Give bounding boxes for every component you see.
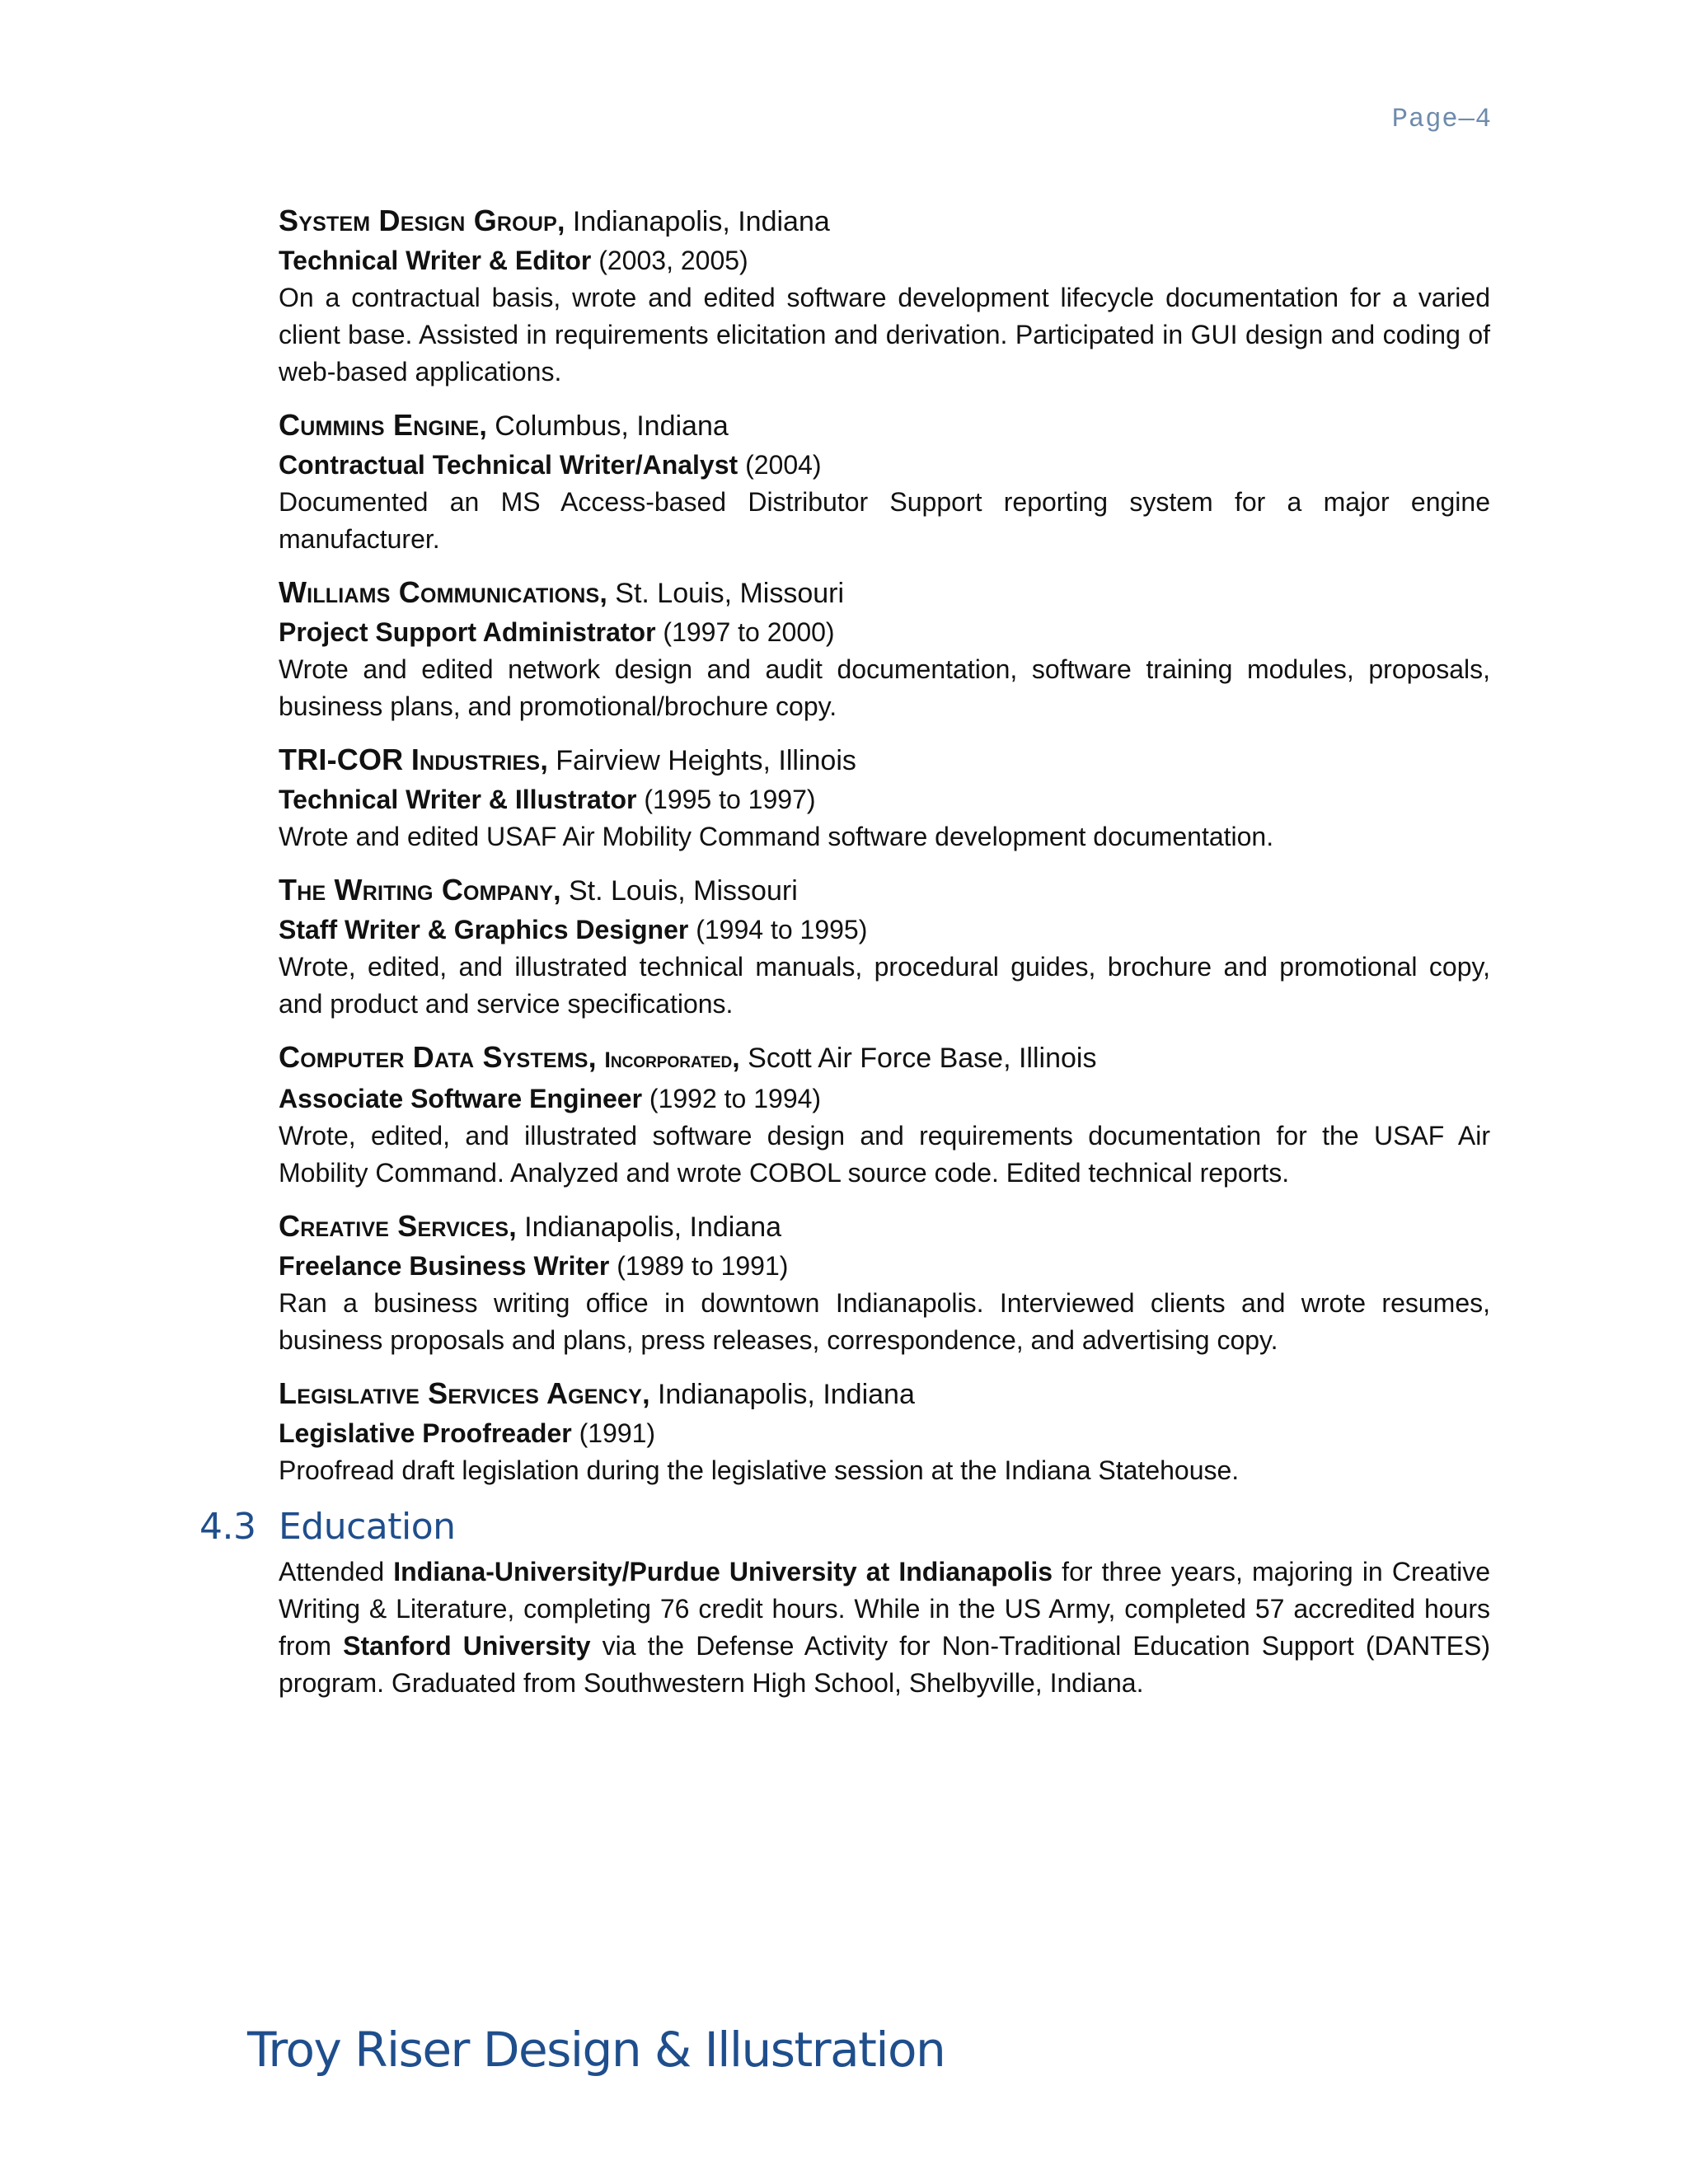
company-name: The Writing Company xyxy=(279,873,554,907)
education-description: Attended Indiana-University/Purdue University at Indianapolis for three years, majoring in Creative Writing & Literature, completing 76 credit hours. While in the US Army, completed 57 accredited hours from Stanford University via the Defense Activity for Non-Traditional Education Support (DANTES) program. Graduated from Southwestern High School, Shelbyville, Indiana. xyxy=(279,1557,1491,1698)
job-description: Documented an MS Access-based Distributor Support reporting system for a major engine manufacturer. xyxy=(279,487,1490,554)
job-description: Wrote and edited USAF Air Mobility Command software development documentation. xyxy=(279,822,1274,851)
footer-brand: Troy Riser Design & Illustration xyxy=(247,2022,945,2078)
company-name: Cummins Engine xyxy=(279,408,480,442)
job-title-line xyxy=(279,241,1490,279)
job-entry xyxy=(279,1374,1490,1489)
company-name: Williams Communications xyxy=(279,575,600,609)
company-name: Industries xyxy=(410,743,541,776)
job-entry xyxy=(279,1038,1490,1192)
university-name: Indiana-University/Purdue University at Indianapolis xyxy=(393,1557,1053,1586)
job-description: Wrote and edited network design and audit documentation, software training modules, proposals, business plans, and promotional/brochure copy. xyxy=(279,654,1490,721)
university-name: Stanford University xyxy=(343,1631,591,1661)
job-title: Technical Writer & Illustrator xyxy=(279,785,637,814)
company-name-main: TRI-COR xyxy=(279,743,404,776)
company-location: St. Louis, Missouri xyxy=(607,578,845,609)
job-title: Project Support Administrator xyxy=(279,617,656,647)
company-location: Fairview Heights, Illinois xyxy=(547,745,856,776)
job-dates: (1989 to 1991) xyxy=(609,1251,789,1281)
company-location: St. Louis, Missouri xyxy=(560,875,798,907)
job-dates: (1991) xyxy=(571,1418,656,1448)
job-entry xyxy=(279,405,1490,558)
company-line: Creative Services, Indianapolis, Indiana xyxy=(279,1209,782,1243)
job-description: Wrote, edited, and illustrated technical manuals, procedural guides, brochure and promotional copy, and product and service specifications. xyxy=(279,952,1490,1019)
job-title: Freelance Business Writer xyxy=(279,1251,610,1281)
job-description: Proofread draft legislation during the legislative session at the Indiana Statehouse. xyxy=(279,1455,1240,1485)
resume-content xyxy=(199,201,1491,1702)
company-location: Scott Air Force Base, Illinois xyxy=(739,1043,1097,1074)
section-heading-education xyxy=(199,1504,1490,1550)
job-entry xyxy=(279,870,1490,1023)
company-location: Indianapolis, Indiana xyxy=(649,1379,915,1410)
company-location: Indianapolis, Indiana xyxy=(516,1212,782,1243)
company-location: Indianapolis, Indiana xyxy=(565,206,830,237)
job-title-line xyxy=(279,1414,1490,1452)
section-title: Education xyxy=(279,1506,456,1548)
company-line: System Design Group, Indianapolis, Indiana xyxy=(279,204,830,237)
job-title-line xyxy=(279,446,1490,484)
job-entry xyxy=(279,573,1490,725)
job-dates: (2004) xyxy=(738,450,822,480)
company-name: System Design Group xyxy=(279,204,557,237)
job-title: Staff Writer & Graphics Designer xyxy=(279,915,689,944)
job-dates: (1994 to 1995) xyxy=(688,915,868,944)
job-title: Associate Software Engineer xyxy=(279,1084,643,1113)
company-line: Legislative Services Agency, Indianapolis, Indiana xyxy=(279,1376,915,1410)
job-title-line xyxy=(279,1080,1490,1118)
company-line: Cummins Engine, Columbus, Indiana xyxy=(279,408,729,442)
page-number: Page—4 xyxy=(1391,104,1492,134)
job-description: Ran a business writing office in downtown Indianapolis. Interviewed clients and wrote resumes, business proposals and plans, press releases, correspondence, and advertising copy. xyxy=(279,1288,1490,1355)
company-name: Creative Services xyxy=(279,1209,509,1243)
job-entry xyxy=(279,201,1490,391)
job-title-line xyxy=(279,1247,1490,1285)
job-title: Legislative Proofreader xyxy=(279,1418,572,1448)
job-title-line xyxy=(279,780,1490,818)
job-entry xyxy=(279,1207,1490,1359)
company-line: The Writing Company, St. Louis, Missouri xyxy=(279,873,798,907)
job-dates: (1995 to 1997) xyxy=(636,785,816,814)
company-name: Computer Data Systems, xyxy=(279,1040,597,1074)
job-title: Contractual Technical Writer/Analyst xyxy=(279,450,738,480)
section-number: 4.3 xyxy=(199,1506,256,1548)
job-dates: (2003, 2005) xyxy=(591,246,748,275)
company-line: Computer Data Systems, Incorporated, Scott Air Force Base, Illinois xyxy=(279,1040,1097,1074)
company-line: TRI-COR Industries, Fairview Heights, Illinois xyxy=(279,743,856,776)
company-name-suffix: Incorporated xyxy=(604,1047,733,1072)
job-description: On a contractual basis, wrote and edited software development lifecycle documentation for a varied client base. Assisted in requirements elicitation and derivation. Participated in GUI design and coding of web-based applications. xyxy=(279,283,1490,387)
job-description: Wrote, edited, and illustrated software design and requirements documentation for the USAF Air Mobility Command. Analyzed and wrote COBOL source code. Edited technical reports. xyxy=(279,1121,1490,1188)
job-entry xyxy=(279,740,1490,855)
company-line: Williams Communications, St. Louis, Missouri xyxy=(279,575,845,609)
company-name: Legislative Services Agency xyxy=(279,1376,643,1410)
job-title-line xyxy=(279,911,1490,949)
company-location: Columbus, Indiana xyxy=(486,410,729,442)
job-title: Technical Writer & Editor xyxy=(279,246,592,275)
job-dates: (1992 to 1994) xyxy=(642,1084,822,1113)
job-dates: (1997 to 2000) xyxy=(655,617,835,647)
job-title-line xyxy=(279,613,1490,651)
